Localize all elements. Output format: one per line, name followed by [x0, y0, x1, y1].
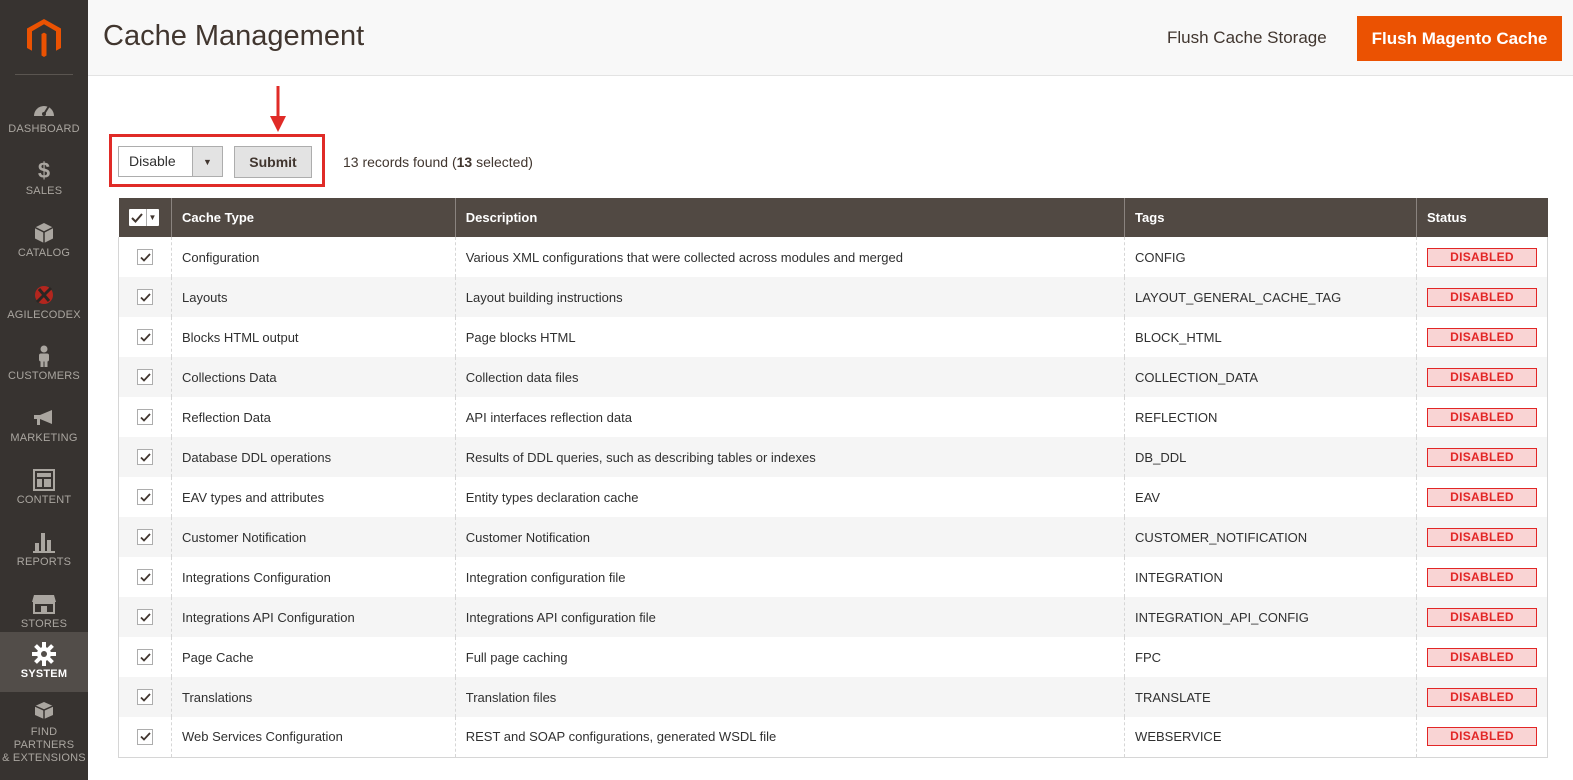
dashboard-icon	[32, 98, 56, 120]
table-row[interactable]	[119, 477, 1548, 517]
description-cell: Layout building instructions	[455, 277, 1124, 317]
row-select-cell	[119, 277, 172, 317]
tags-cell: TRANSLATE	[1125, 677, 1417, 717]
status-badge: DISABLED	[1427, 248, 1537, 267]
column-header-description: Description	[455, 198, 1124, 237]
description-cell: Full page caching	[455, 637, 1124, 677]
tags-cell: LAYOUT_GENERAL_CACHE_TAG	[1125, 277, 1417, 317]
sidebar-item-agilecodex[interactable]	[0, 272, 88, 334]
cache-type-cell: Blocks HTML output	[171, 317, 455, 357]
check-icon	[140, 333, 151, 342]
status-badge: DISABLED	[1427, 448, 1537, 467]
sidebar-item-catalog[interactable]	[0, 210, 88, 272]
row-checkbox[interactable]	[137, 649, 153, 665]
status-cell	[1417, 317, 1548, 357]
status-cell	[1417, 637, 1548, 677]
person-icon	[37, 345, 51, 367]
description-cell: Integrations API configuration file	[455, 597, 1124, 637]
row-checkbox[interactable]	[137, 249, 153, 265]
status-cell	[1417, 437, 1548, 477]
cache-type-cell: Page Cache	[171, 637, 455, 677]
table-row[interactable]	[119, 397, 1548, 437]
row-checkbox[interactable]	[137, 489, 153, 505]
admin-sidebar	[0, 0, 88, 780]
annotation-arrow-icon	[268, 86, 288, 134]
table-row[interactable]	[119, 557, 1548, 597]
submit-button[interactable]: Submit	[234, 146, 312, 178]
tags-cell: INTEGRATION_API_CONFIG	[1125, 597, 1417, 637]
row-checkbox[interactable]	[137, 609, 153, 625]
check-icon	[140, 413, 151, 422]
store-icon	[32, 593, 56, 615]
tags-cell: EAV	[1125, 477, 1417, 517]
status-badge: DISABLED	[1427, 568, 1537, 587]
description-cell: Translation files	[455, 677, 1124, 717]
row-select-cell	[119, 397, 172, 437]
row-checkbox[interactable]	[137, 329, 153, 345]
status-badge: DISABLED	[1427, 648, 1537, 667]
cache-type-cell: Reflection Data	[171, 397, 455, 437]
status-cell	[1417, 477, 1548, 517]
sidebar-item-dashboard[interactable]	[0, 86, 88, 148]
row-checkbox[interactable]	[137, 729, 153, 745]
table-row[interactable]	[119, 277, 1548, 317]
row-select-cell	[119, 317, 172, 357]
sidebar-item-reports[interactable]	[0, 519, 88, 581]
sidebar-item-marketing[interactable]	[0, 395, 88, 457]
row-select-cell	[119, 597, 172, 637]
row-select-cell	[119, 477, 172, 517]
sidebar-item-content[interactable]	[0, 457, 88, 519]
status-cell	[1417, 277, 1548, 317]
label-line-1: FIND PARTNERS	[13, 726, 75, 751]
cache-type-cell: Layouts	[171, 277, 455, 317]
check-icon	[140, 533, 151, 542]
label-line-2: & EXTENSIONS	[2, 752, 86, 764]
cache-type-cell: Customer Notification	[171, 517, 455, 557]
status-cell	[1417, 517, 1548, 557]
sidebar-item-label: CUSTOMERS	[8, 370, 80, 382]
tags-cell: FPC	[1125, 637, 1417, 677]
sidebar-item-label: AGILECODEX	[7, 309, 81, 321]
table-row[interactable]	[119, 317, 1548, 357]
description-cell: Entity types declaration cache	[455, 477, 1124, 517]
sidebar-item-sales[interactable]	[0, 148, 88, 210]
chevron-down-icon[interactable]: ▼	[146, 209, 159, 226]
magento-logo[interactable]	[0, 0, 88, 75]
records-selected-count: 13	[456, 154, 473, 170]
box-icon	[34, 222, 54, 244]
description-cell: Various XML configurations that were collected across modules and merged	[455, 237, 1124, 277]
table-row[interactable]	[119, 517, 1548, 557]
description-cell: API interfaces reflection data	[455, 397, 1124, 437]
tags-cell: CUSTOMER_NOTIFICATION	[1125, 517, 1417, 557]
description-cell: REST and SOAP configurations, generated WSDL file	[455, 717, 1124, 757]
row-select-cell	[119, 517, 172, 557]
table-row[interactable]	[119, 237, 1548, 277]
row-checkbox[interactable]	[137, 529, 153, 545]
sidebar-item-label: STORES	[20, 618, 68, 630]
check-icon	[140, 253, 151, 262]
flush-magento-cache-button[interactable]: Flush Magento Cache	[1357, 16, 1562, 61]
row-select-cell	[119, 237, 172, 277]
check-icon	[140, 493, 151, 502]
row-checkbox[interactable]	[137, 369, 153, 385]
sidebar-item-label: SYSTEM	[20, 668, 68, 680]
agilecodex-icon	[32, 284, 56, 306]
status-badge: DISABLED	[1427, 368, 1537, 387]
row-select-cell	[119, 677, 172, 717]
cache-type-cell: Configuration	[171, 237, 455, 277]
status-badge: DISABLED	[1427, 328, 1537, 347]
table-row[interactable]	[119, 637, 1548, 677]
status-cell	[1417, 237, 1548, 277]
cache-type-cell: Integrations API Configuration	[171, 597, 455, 637]
column-header-status: Status	[1417, 198, 1548, 237]
sidebar-item-label: CATALOG	[17, 247, 71, 259]
boxes-icon	[32, 701, 56, 723]
status-badge: DISABLED	[1427, 288, 1537, 307]
sidebar-item-label: REPORTS	[16, 556, 72, 568]
records-suffix: selected)	[472, 154, 533, 170]
status-cell	[1417, 597, 1548, 637]
tags-cell: BLOCK_HTML	[1125, 317, 1417, 357]
description-cell: Results of DDL queries, such as describing tables or indexes	[455, 437, 1124, 477]
sidebar-item-find-partners[interactable]	[0, 700, 88, 766]
status-cell	[1417, 677, 1548, 717]
description-cell: Collection data files	[455, 357, 1124, 397]
check-icon	[140, 693, 151, 702]
cache-grid	[118, 198, 1548, 758]
row-select-cell	[119, 357, 172, 397]
table-row[interactable]	[119, 437, 1548, 477]
check-icon	[140, 732, 151, 741]
sidebar-item-label: CONTENT	[16, 494, 72, 506]
description-cell: Page blocks HTML	[455, 317, 1124, 357]
row-select-cell	[119, 717, 172, 757]
flush-cache-storage-button[interactable]: Flush Cache Storage	[1167, 28, 1327, 47]
row-checkbox[interactable]	[137, 289, 153, 305]
row-select-cell	[119, 637, 172, 677]
row-select-cell	[119, 437, 172, 477]
bar-chart-icon	[33, 531, 55, 553]
check-icon	[140, 573, 151, 582]
sidebar-item-label	[0, 726, 88, 765]
mass-action-selected-value: Disable	[129, 153, 176, 169]
page-header	[88, 0, 1573, 76]
layout-icon	[33, 469, 55, 491]
check-icon	[140, 613, 151, 622]
sidebar-item-system[interactable]	[0, 632, 88, 692]
row-checkbox[interactable]	[137, 449, 153, 465]
status-cell	[1417, 357, 1548, 397]
tags-cell: COLLECTION_DATA	[1125, 357, 1417, 397]
status-badge: DISABLED	[1427, 488, 1537, 507]
cache-type-cell: EAV types and attributes	[171, 477, 455, 517]
tags-cell: REFLECTION	[1125, 397, 1417, 437]
table-row[interactable]	[119, 717, 1548, 757]
mass-select-checkbox[interactable]	[129, 209, 159, 226]
status-cell	[1417, 557, 1548, 597]
logo-divider	[15, 74, 73, 75]
table-row[interactable]	[119, 597, 1548, 637]
status-badge: DISABLED	[1427, 408, 1537, 427]
row-checkbox[interactable]	[137, 569, 153, 585]
tags-cell: DB_DDL	[1125, 437, 1417, 477]
tags-cell: INTEGRATION	[1125, 557, 1417, 597]
description-cell: Customer Notification	[455, 517, 1124, 557]
tags-cell: WEBSERVICE	[1125, 717, 1417, 757]
status-cell	[1417, 397, 1548, 437]
magento-logo-icon	[26, 18, 62, 58]
records-prefix: 13 records found (	[343, 154, 457, 170]
check-icon	[140, 373, 151, 382]
cache-type-cell: Translations	[171, 677, 455, 717]
table-header-row	[119, 198, 1548, 237]
sidebar-item-label: SALES	[25, 185, 63, 197]
check-icon[interactable]	[129, 209, 146, 226]
cache-type-cell: Database DDL operations	[171, 437, 455, 477]
row-checkbox[interactable]	[137, 689, 153, 705]
check-icon	[140, 453, 151, 462]
status-badge: DISABLED	[1427, 727, 1537, 746]
tags-cell: CONFIG	[1125, 237, 1417, 277]
gear-icon	[32, 643, 56, 665]
status-cell	[1417, 717, 1548, 757]
check-icon	[140, 653, 151, 662]
page-title: Cache Management	[103, 20, 365, 52]
row-select-cell	[119, 557, 172, 597]
cache-type-cell: Web Services Configuration	[171, 717, 455, 757]
status-badge: DISABLED	[1427, 688, 1537, 707]
sidebar-item-label: DASHBOARD	[8, 123, 80, 135]
table-row[interactable]	[119, 357, 1548, 397]
check-icon	[140, 293, 151, 302]
column-header-cache-type: Cache Type	[171, 198, 455, 237]
column-header-tags: Tags	[1125, 198, 1417, 237]
records-count	[343, 154, 533, 170]
header-select-all	[119, 198, 172, 237]
dollar-icon: $	[37, 158, 51, 183]
mass-action-select[interactable]	[118, 146, 223, 177]
table-row[interactable]	[119, 677, 1548, 717]
sidebar-item-label: MARKETING	[10, 432, 78, 444]
cache-type-cell: Collections Data	[171, 357, 455, 397]
cache-type-cell: Integrations Configuration	[171, 557, 455, 597]
status-badge: DISABLED	[1427, 608, 1537, 627]
sidebar-item-customers[interactable]	[0, 333, 88, 395]
status-badge: DISABLED	[1427, 528, 1537, 547]
chevron-down-icon[interactable]: ▼	[192, 147, 222, 176]
description-cell: Integration configuration file	[455, 557, 1124, 597]
row-checkbox[interactable]	[137, 409, 153, 425]
megaphone-icon	[32, 407, 56, 429]
